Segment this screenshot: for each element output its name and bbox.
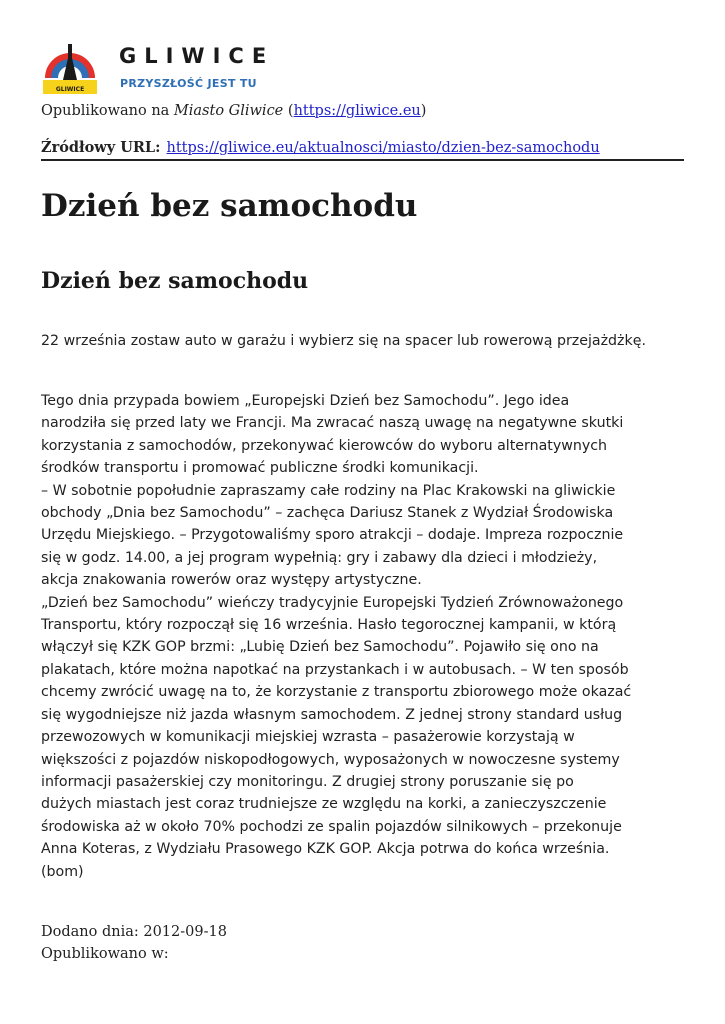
article-line: przewozowych w komunikacji miejskiej wzrasta – pasażerowie korzystają w <box>41 729 575 746</box>
article-line: akcja znakowania rowerów oraz występy artystyczne. <box>41 572 422 589</box>
article-subtitle: Dzień bez samochodu <box>41 268 309 294</box>
article-line: Transportu, który rozpoczął się 16 września. Hasło tegorocznej kampanii, w którą <box>41 617 617 634</box>
article-line: włączył się KZK GOP brzmi: „Lubię Dzień bez Samochodu”. Pojawiło się ono na <box>41 639 599 656</box>
article-line: większości z pojazdów niskopodłogowych, wyposażonych w nowoczesne systemy <box>41 751 620 768</box>
source-url-link[interactable]: https://gliwice.eu/aktualnosci/miasto/dzien-bez-samochodu <box>166 140 600 156</box>
article-lead-paragraph: 22 września zostaw auto w garażu i wybierz się na spacer lub rowerową przejażdżkę. <box>41 333 646 349</box>
logo-slogan: PRZYSZŁOŚĆ JEST TU <box>120 77 257 90</box>
published-prefix: Opublikowano na <box>41 103 174 119</box>
article-line: się wygodniejsze niż jazda własnym samochodem. Z jednej strony standard usług <box>41 706 623 723</box>
logo-name: GLIWICE <box>119 44 275 68</box>
article-line: się w godz. 14.00, a jej program wypełnią: gry i zabawy dla dzieci i młodzieży, <box>41 549 598 566</box>
article-line: Urzędu Miejskiego. – Przygotowaliśmy sporo atrakcji – dodaje. Impreza rozpocznie <box>41 527 624 544</box>
article-line: środków transportu i promować publiczne środki komunikacji. <box>41 460 479 477</box>
site-name: Miasto Gliwice <box>173 103 284 119</box>
published-in-label: Opublikowano w: <box>41 946 169 962</box>
article-line: obchody „Dnia bez Samochodu” – zachęca Dariusz Stanek z Wydział Środowiska <box>41 505 614 522</box>
article-line: – W sobotnie popołudnie zapraszamy całe rodziny na Plac Krakowski na gliwickie <box>41 482 616 499</box>
article-line: narodziła się przed laty we Francji. Ma zwracać naszą uwagę na negatywne skutki <box>41 415 624 432</box>
added-date: Dodano dnia: 2012-09-18 <box>41 924 227 940</box>
article-body <box>41 390 684 883</box>
gliwice-logo[interactable] <box>41 42 281 98</box>
site-link[interactable]: https://gliwice.eu <box>293 103 421 119</box>
article-line: informacji pasażerskiej czy monitoringu. Z drugiej strony poruszanie się po <box>41 773 574 790</box>
published-on-line: Opublikowano na Miasto Gliwice (https://gliwice.eu) <box>41 103 427 119</box>
source-url-row <box>41 137 684 161</box>
emblem-label: GLIWICE <box>55 86 85 93</box>
article-line: chcemy zwrócić uwagę na to, że korzystanie z transportu zbiorowego może okazać <box>41 684 632 701</box>
article-line: Anna Koteras, z Wydziału Prasowego KZK GOP. Akcja potrwa do końca września. <box>41 841 610 858</box>
article-line: dużych miastach jest coraz trudniejsze ze względu na korki, a zanieczyszczenie <box>41 796 607 813</box>
article-line: korzystania z samochodów, przekonywać kierowców do wyboru alternatywnych <box>41 437 608 454</box>
article-footer <box>41 921 227 965</box>
article-line: „Dzień bez Samochodu” wieńczy tradycyjnie Europejski Tydzień Zrównoważonego <box>41 594 624 611</box>
article-line: środowiska aż w około 70% pochodzi ze spalin pojazdów silnikowych – przekonuje <box>41 818 622 835</box>
source-url-label: Źródłowy URL: <box>41 139 161 156</box>
article-line: plakatach, które można napotkać na przystankach i w autobusach. – W ten sposób <box>41 661 629 678</box>
gliwice-emblem-icon <box>41 42 99 96</box>
article-line: Tego dnia przypada bowiem „Europejski Dzień bez Samochodu”. Jego idea <box>41 393 570 409</box>
page-title: Dzień bez samochodu <box>41 188 418 224</box>
article-line: (bom) <box>41 863 84 880</box>
